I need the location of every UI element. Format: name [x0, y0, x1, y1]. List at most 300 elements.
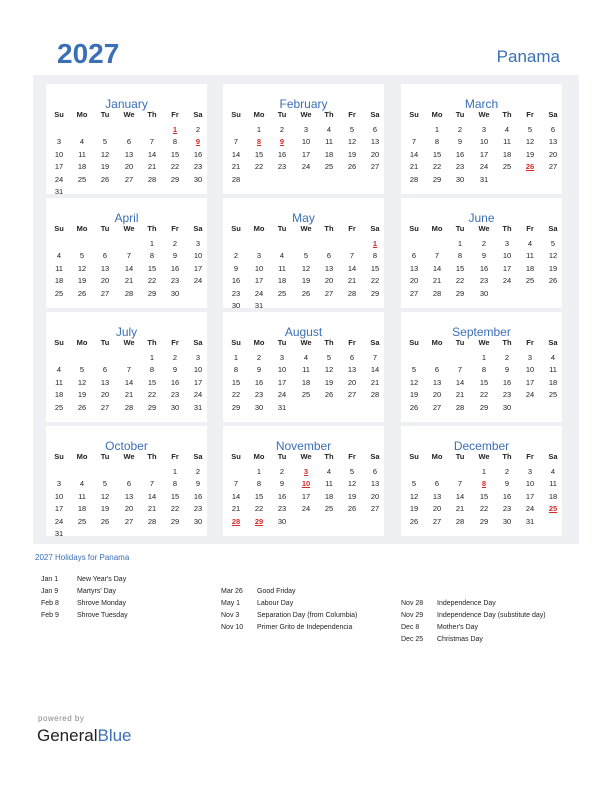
month-april	[46, 198, 207, 308]
day-cell: 25	[77, 516, 87, 526]
weekday-header: Fr	[171, 452, 179, 461]
day-cell: 18	[77, 162, 87, 172]
day-cell: 8	[149, 365, 155, 375]
day-cell: 11	[302, 365, 310, 375]
day-cell: 13	[370, 479, 380, 489]
day-cell: 12	[409, 491, 419, 501]
day-cell: 22	[479, 504, 489, 514]
weekday-header: Tu	[277, 224, 287, 233]
weekday-header: Th	[502, 110, 512, 119]
day-cell: 6	[126, 479, 132, 489]
day-cell: 22	[370, 276, 380, 286]
day-cell: 27	[100, 402, 110, 412]
day-cell: 9	[457, 137, 463, 147]
day-cell: 4	[279, 251, 285, 261]
weekday-header: Th	[147, 224, 157, 233]
day-cell: 5	[102, 137, 108, 147]
day-cell: 5	[326, 353, 332, 362]
day-cell: 26	[100, 174, 110, 184]
weekday-header: Th	[324, 338, 334, 347]
day-cell: 5	[303, 251, 309, 261]
day-cell: 4	[79, 479, 85, 489]
day-cell: 3	[279, 353, 285, 362]
day-cell: 28	[370, 390, 380, 400]
day-cell: 26	[347, 504, 357, 514]
weekday-header: Th	[147, 110, 157, 119]
weekday-header: Sa	[370, 452, 380, 461]
day-cell: 23	[193, 162, 203, 172]
weekday-header: Fr	[348, 452, 356, 461]
day-cell: 25	[77, 174, 87, 184]
weekday-header: Sa	[548, 452, 558, 461]
day-cell: 12	[347, 479, 357, 489]
day-cell: 9	[195, 479, 201, 489]
day-cell: 23	[455, 162, 465, 172]
holiday-day: 28	[231, 516, 241, 526]
day-cell: 3	[527, 353, 533, 362]
day-cell: 11	[549, 365, 557, 375]
weekday-header: Tu	[100, 338, 110, 347]
day-cell: 5	[79, 365, 85, 375]
day-cell: 9	[481, 251, 487, 261]
day-cell: 29	[170, 516, 180, 526]
day-cell: 5	[102, 479, 108, 489]
month-march	[401, 84, 562, 194]
day-cell: 30	[170, 288, 180, 298]
day-cell: 22	[147, 276, 157, 286]
month-name: October	[105, 439, 148, 453]
weekday-header: Th	[502, 452, 512, 461]
day-cell: 30	[455, 174, 465, 184]
day-cell: 9	[256, 365, 262, 375]
day-cell: 17	[193, 377, 203, 387]
day-cell: 24	[193, 390, 203, 400]
weekday-header: Sa	[548, 110, 558, 119]
day-cell: 6	[372, 125, 378, 134]
day-cell: 2	[457, 125, 463, 134]
weekday-header: Tu	[455, 452, 465, 461]
day-cell: 20	[370, 491, 380, 501]
weekday-header: Mo	[253, 224, 265, 233]
weekday-header: Sa	[193, 224, 203, 233]
day-cell: 23	[277, 504, 287, 514]
day-cell: 1	[172, 467, 178, 476]
day-cell: 13	[370, 137, 380, 147]
holiday-day: 1	[372, 239, 378, 248]
day-cell: 19	[77, 390, 87, 400]
day-cell: 13	[347, 365, 357, 375]
day-cell: 21	[409, 162, 419, 172]
weekday-header: Mo	[431, 224, 443, 233]
day-cell: 24	[54, 174, 64, 184]
day-cell: 2	[195, 125, 201, 134]
day-cell: 15	[479, 491, 489, 501]
day-cell: 2	[504, 353, 510, 362]
weekday-header: We	[478, 338, 490, 347]
day-cell: 7	[434, 251, 440, 261]
day-cell: 14	[147, 149, 157, 159]
day-cell: 22	[432, 162, 442, 172]
day-cell: 22	[254, 504, 264, 514]
day-cell: 31	[525, 516, 535, 526]
day-cell: 9	[233, 263, 239, 273]
day-cell: 29	[432, 174, 442, 184]
day-cell: 17	[502, 263, 512, 273]
day-cell: 7	[457, 365, 463, 375]
holiday-date: Feb 9	[41, 612, 59, 619]
day-cell: 22	[170, 162, 180, 172]
day-cell: 14	[432, 263, 442, 273]
day-cell: 28	[147, 516, 157, 526]
day-cell: 28	[455, 402, 465, 412]
day-cell: 22	[254, 162, 264, 172]
day-cell: 29	[479, 516, 489, 526]
day-cell: 29	[170, 174, 180, 184]
weekday-header: Su	[409, 110, 419, 119]
weekday-header: Th	[147, 452, 157, 461]
holiday-day: 8	[481, 479, 487, 489]
day-cell: 14	[231, 491, 241, 501]
day-cell: 23	[254, 390, 264, 400]
month-february	[223, 84, 384, 194]
holiday-day: 25	[548, 504, 558, 514]
day-cell: 1	[256, 467, 262, 476]
day-cell: 22	[170, 504, 180, 514]
weekday-header: Tu	[100, 110, 110, 119]
day-cell: 18	[301, 377, 311, 387]
weekday-header: We	[300, 338, 312, 347]
holiday-date: Dec 25	[401, 636, 424, 643]
weekday-header: Fr	[171, 110, 179, 119]
day-cell: 26	[548, 276, 558, 286]
day-cell: 2	[172, 239, 178, 248]
day-cell: 1	[481, 467, 487, 476]
holiday-name: Shrove Monday	[77, 600, 127, 607]
day-cell: 30	[254, 402, 264, 412]
month-name: July	[115, 325, 138, 339]
day-cell: 2	[172, 353, 178, 362]
weekday-header: Tu	[100, 224, 110, 233]
day-cell: 20	[548, 149, 558, 159]
day-cell: 3	[195, 353, 201, 362]
day-cell: 15	[170, 149, 180, 159]
day-cell: 4	[504, 125, 510, 134]
day-cell: 11	[526, 251, 534, 261]
day-cell: 12	[77, 377, 87, 387]
generalblue-logo[interactable]	[37, 726, 132, 746]
day-cell: 16	[479, 263, 489, 273]
weekday-header: We	[300, 110, 312, 119]
weekday-header: We	[123, 224, 135, 233]
day-cell: 2	[279, 125, 285, 134]
holidays-title: 2027 Holidays for Panama	[35, 553, 130, 562]
holiday-date: Nov 28	[401, 600, 424, 607]
month-october	[46, 426, 207, 536]
day-cell: 1	[434, 125, 440, 134]
weekday-header: Su	[231, 452, 241, 461]
day-cell: 18	[525, 263, 535, 273]
weekday-header: Fr	[526, 452, 534, 461]
day-cell: 3	[481, 125, 487, 134]
day-cell: 28	[231, 174, 241, 184]
day-cell: 18	[54, 276, 64, 286]
day-cell: 11	[549, 479, 557, 489]
day-cell: 22	[455, 276, 465, 286]
day-cell: 12	[409, 377, 419, 387]
day-cell: 12	[548, 251, 558, 261]
day-cell: 10	[54, 491, 64, 501]
day-cell: 1	[481, 353, 487, 362]
country-title: Panama	[496, 47, 560, 66]
holiday-day: 29	[254, 516, 264, 526]
weekday-header: We	[300, 452, 312, 461]
powered-by-label: powered by	[38, 714, 85, 723]
day-cell: 21	[231, 162, 241, 172]
day-cell: 1	[149, 353, 155, 362]
month-august	[223, 312, 384, 422]
brand-part-general: General	[37, 726, 98, 745]
month-july	[46, 312, 207, 422]
weekday-header: Mo	[253, 338, 265, 347]
day-cell: 29	[147, 288, 157, 298]
day-cell: 24	[479, 162, 489, 172]
day-cell: 7	[372, 353, 378, 362]
day-cell: 27	[548, 162, 558, 172]
day-cell: 27	[124, 174, 134, 184]
day-cell: 6	[102, 251, 108, 261]
holiday-date: Jan 9	[41, 588, 59, 595]
weekday-header: We	[123, 338, 135, 347]
day-cell: 27	[124, 516, 134, 526]
day-cell: 5	[411, 365, 417, 375]
day-cell: 19	[100, 504, 110, 514]
day-cell: 30	[479, 288, 489, 298]
day-cell: 31	[54, 187, 64, 196]
day-cell: 17	[301, 149, 311, 159]
day-cell: 13	[432, 377, 442, 387]
day-cell: 30	[231, 301, 241, 310]
month-name: June	[468, 211, 495, 225]
holiday-name: Christmas Day	[437, 636, 483, 643]
day-cell: 2	[279, 467, 285, 476]
month-name: February	[279, 97, 328, 111]
day-cell: 23	[231, 288, 241, 298]
day-cell: 28	[147, 174, 157, 184]
day-cell: 16	[254, 377, 264, 387]
day-cell: 31	[277, 402, 287, 412]
holiday-date: Nov 29	[401, 612, 424, 619]
day-cell: 10	[54, 149, 64, 159]
day-cell: 24	[277, 390, 287, 400]
day-cell: 20	[347, 377, 357, 387]
day-cell: 18	[324, 491, 334, 501]
day-cell: 31	[193, 402, 203, 412]
day-cell: 3	[527, 467, 533, 476]
day-cell: 11	[325, 137, 333, 147]
day-cell: 5	[349, 125, 355, 134]
holiday-day: 3	[303, 467, 309, 476]
holiday-name: Mother's Day	[437, 624, 479, 631]
month-january	[46, 84, 207, 194]
month-name: January	[105, 97, 148, 111]
day-cell: 4	[550, 353, 556, 362]
day-cell: 25	[324, 504, 334, 514]
day-cell: 21	[147, 504, 157, 514]
day-cell: 2	[195, 467, 201, 476]
weekday-header: Fr	[526, 338, 534, 347]
day-cell: 1	[256, 125, 262, 134]
day-cell: 17	[193, 263, 203, 273]
day-cell: 28	[455, 516, 465, 526]
day-cell: 14	[124, 377, 134, 387]
day-cell: 20	[432, 390, 442, 400]
holiday-day: 1	[172, 125, 178, 134]
month-name: August	[284, 325, 323, 339]
holiday-date: Jan 1	[41, 576, 59, 583]
day-cell: 16	[455, 149, 465, 159]
day-cell: 14	[147, 491, 157, 501]
holiday-name: Martyrs' Day	[77, 588, 117, 595]
month-name: May	[292, 211, 315, 225]
day-cell: 26	[409, 402, 419, 412]
weekday-header: Fr	[526, 224, 534, 233]
weekday-header: Su	[54, 338, 64, 347]
day-cell: 8	[233, 365, 239, 375]
day-cell: 9	[172, 251, 178, 261]
day-cell: 20	[409, 276, 419, 286]
day-cell: 20	[370, 149, 380, 159]
day-cell: 29	[147, 402, 157, 412]
day-cell: 10	[525, 365, 535, 375]
day-cell: 16	[502, 491, 512, 501]
day-cell: 7	[233, 137, 239, 147]
day-cell: 24	[301, 504, 311, 514]
day-cell: 20	[432, 504, 442, 514]
weekday-header: Su	[231, 338, 241, 347]
month-name: November	[275, 439, 332, 453]
holiday-day: 9	[195, 137, 201, 147]
weekday-header: Su	[231, 224, 241, 233]
day-cell: 13	[124, 149, 134, 159]
day-cell: 15	[455, 263, 465, 273]
day-cell: 14	[347, 263, 357, 273]
day-cell: 12	[100, 491, 110, 501]
day-cell: 18	[324, 149, 334, 159]
day-cell: 14	[455, 491, 465, 501]
day-cell: 3	[303, 125, 309, 134]
day-cell: 16	[231, 276, 241, 286]
day-cell: 4	[326, 125, 332, 134]
holiday-name: Primer Grito de Independencia	[257, 624, 353, 631]
day-cell: 28	[124, 288, 134, 298]
day-cell: 13	[100, 377, 110, 387]
holiday-name: New Year's Day	[77, 576, 127, 583]
day-cell: 26	[324, 390, 334, 400]
day-cell: 23	[193, 504, 203, 514]
day-cell: 24	[525, 504, 535, 514]
day-cell: 15	[254, 149, 264, 159]
day-cell: 16	[502, 377, 512, 387]
weekday-header: Sa	[548, 338, 558, 347]
year-title: 2027	[57, 38, 120, 69]
weekday-header: Mo	[76, 110, 88, 119]
day-cell: 27	[347, 390, 357, 400]
weekday-header: Sa	[370, 110, 380, 119]
day-cell: 19	[525, 149, 535, 159]
brand-part-blue: Blue	[97, 726, 132, 745]
day-cell: 7	[349, 251, 355, 261]
day-cell: 29	[370, 288, 380, 298]
day-cell: 20	[124, 504, 134, 514]
day-cell: 11	[55, 377, 63, 387]
day-cell: 10	[502, 251, 512, 261]
day-cell: 26	[409, 516, 419, 526]
day-cell: 22	[147, 390, 157, 400]
holiday-day: 8	[256, 137, 262, 147]
day-cell: 25	[301, 390, 311, 400]
day-cell: 9	[504, 365, 510, 375]
weekday-header: Fr	[348, 110, 356, 119]
weekday-header: Su	[54, 452, 64, 461]
month-name: December	[453, 439, 510, 453]
month-september	[401, 312, 562, 422]
weekday-header: Su	[231, 110, 241, 119]
weekday-header: Sa	[193, 110, 203, 119]
weekday-header: Th	[324, 110, 334, 119]
day-cell: 19	[347, 491, 357, 501]
holiday-day: 26	[525, 162, 535, 172]
day-cell: 17	[301, 491, 311, 501]
weekday-header: We	[478, 110, 490, 119]
weekday-header: Mo	[76, 338, 88, 347]
day-cell: 28	[347, 288, 357, 298]
day-cell: 8	[372, 251, 378, 261]
weekday-header: Fr	[526, 110, 534, 119]
weekday-header: Mo	[253, 452, 265, 461]
day-cell: 20	[100, 390, 110, 400]
month-june	[401, 198, 562, 308]
weekday-header: Sa	[548, 224, 558, 233]
day-cell: 7	[457, 479, 463, 489]
day-cell: 9	[172, 365, 178, 375]
day-cell: 23	[502, 390, 512, 400]
weekday-header: Th	[324, 224, 334, 233]
day-cell: 7	[149, 137, 155, 147]
day-cell: 29	[479, 402, 489, 412]
day-cell: 25	[324, 162, 334, 172]
day-cell: 12	[525, 137, 535, 147]
day-cell: 15	[147, 263, 157, 273]
weekday-header: We	[478, 224, 490, 233]
day-cell: 17	[254, 276, 264, 286]
weekday-header: Mo	[431, 110, 443, 119]
day-cell: 6	[102, 365, 108, 375]
holiday-date: Feb 8	[41, 600, 59, 607]
day-cell: 30	[277, 516, 287, 526]
day-cell: 8	[172, 137, 178, 147]
day-cell: 18	[54, 390, 64, 400]
day-cell: 8	[481, 365, 487, 375]
day-cell: 4	[550, 467, 556, 476]
day-cell: 26	[100, 516, 110, 526]
holiday-date: Mar 26	[221, 588, 243, 595]
day-cell: 7	[126, 365, 132, 375]
day-cell: 12	[100, 149, 110, 159]
day-cell: 18	[502, 149, 512, 159]
day-cell: 10	[254, 263, 264, 273]
day-cell: 2	[504, 467, 510, 476]
day-cell: 19	[409, 504, 419, 514]
